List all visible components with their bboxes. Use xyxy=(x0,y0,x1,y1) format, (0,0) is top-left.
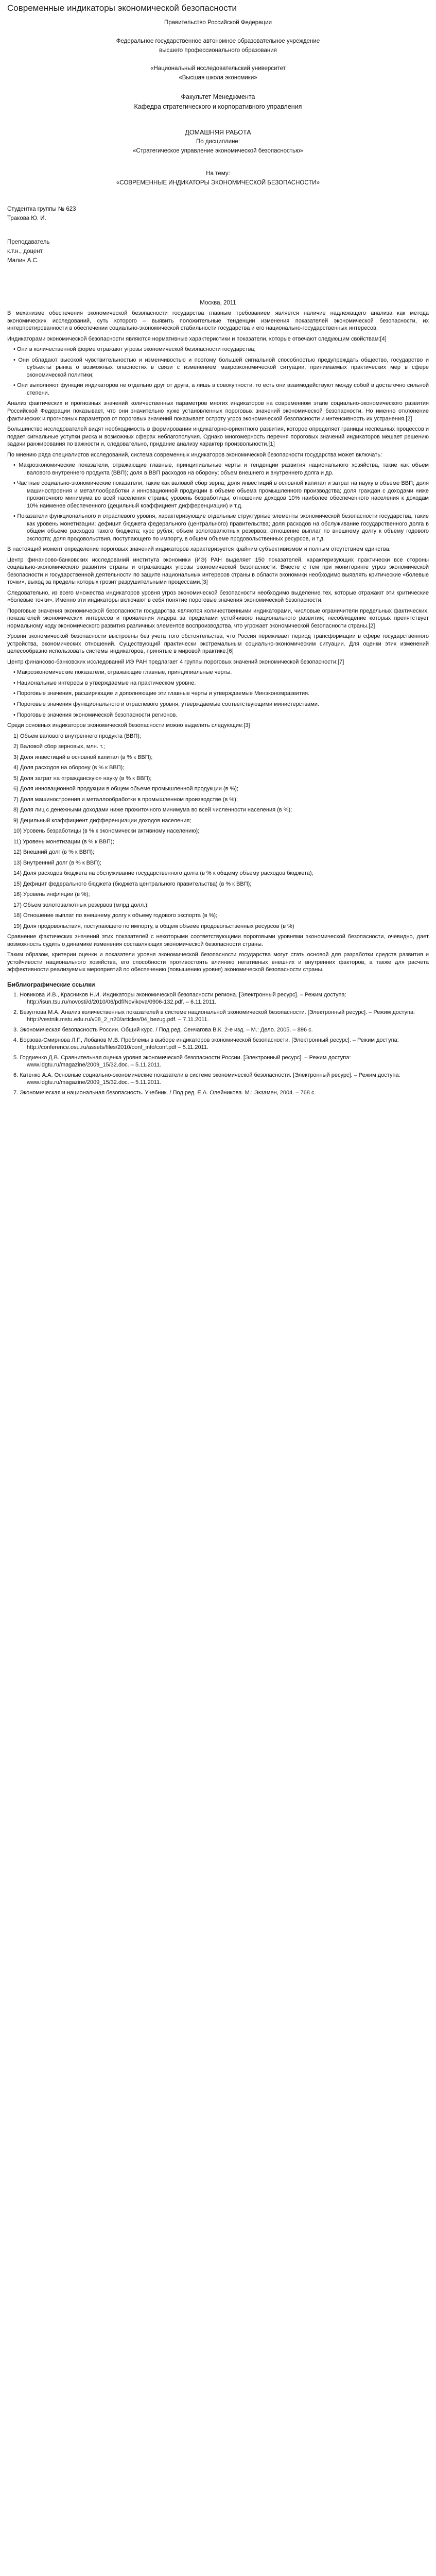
department-name: Кафедра стратегического и корпоративного управления xyxy=(134,103,302,111)
list-item: 11) Уровень монетизации (в % к ВВП); xyxy=(13,838,114,845)
paragraph: Индикаторами экономической безопасности являются нормативные характеристики и показатели, которые отвечают следующим свойствам:[4] xyxy=(7,335,387,342)
list-item: • Макроэкономические показатели, отражающие главные, принципиальные черты. xyxy=(13,669,232,676)
list-item: 10) Уровень безработицы (в % к экономически активному населению); xyxy=(13,828,200,835)
paragraph: Анализ фактических и прогнозных значений количественных параметров многих индикаторов на современном этапе социально-экономического развития Российской Федерации показывает, что они значительно хуже установленных пороговых значений экономической безопасности. Но именно отклонение фактических и прогнозных параметров от пороговых значений показывает остроту угроз экономической безопасности и интенсивность их устранения.[2] xyxy=(7,400,429,422)
bibliography-item: 7. Экономическая и национальная безопасность. Учебник. / Под ред. Е.А. Олейникова. М.: Экзамен, 2004. – 768 с. xyxy=(13,1089,316,1096)
bibliography-list xyxy=(7,991,429,1096)
institution-line-1: Федеральное государственное автономное образовательное учреждение xyxy=(116,38,320,44)
list-item: 13) Внутренний долг (в % к ВВП); xyxy=(13,859,101,866)
list-item: • Пороговые значения функционального и отраслевого уровня, утверждаемые соответствующими министерствами. xyxy=(13,701,319,707)
discipline-name: «Стратегическое управление экономической безопасностью» xyxy=(132,148,304,154)
institution-line-2: высшего профессионального образования xyxy=(159,47,277,54)
bibliography-item: 3. Экономическая безопасность России. Общий курс. / Под ред. Сенчагова В.К. 2-е изд. – М.: Дело. 2005. – 896 с. xyxy=(13,1026,313,1033)
topic-name: «СОВРЕМЕННЫЕ ИНДИКАТОРЫ ЭКОНОМИЧЕСКОЙ БЕЗОПАСНОСТИ» xyxy=(116,179,320,186)
paragraph: Сравнение фактических значений этих показателей с некоторыми соответствующими пороговыми уровнями экономической безопасности, очевидно, дает возможность судить о динамике изменения составляющих экономической безопасности страны. xyxy=(7,934,429,947)
city-year: Москва, 2011 xyxy=(200,299,236,306)
list-item: • Они в количественной форме отражают угрозы экономической безопасности государства; xyxy=(13,346,256,353)
teacher-degree: к.т.н., доцент xyxy=(7,248,43,255)
document-title: Современные индикаторы экономической безопасности xyxy=(7,3,237,13)
paragraph: Среди основных индикаторов экономической безопасности можно выделить следующие:[3] xyxy=(7,722,250,729)
list-item: • Показатели функционального и отраслевого уровня, характеризующие отдельные структурные элементы экономической безопасности государства, такие как уровень монетизации; дефицит бюджета федерального (центрального) правительства; доля расходов на обслуживание государственного долга в общем объеме расходов такого бюджета; курс рубля; объем золотовалютных резервов; отношение выплат по внешнему долгу к объему годового экспорта; доля продовольствия, поступающего по импорту, в общем объеме продовольственных ресурсов, и т.д. xyxy=(13,513,429,542)
list-item: • Пороговые значения, расширяющие и дополняющие эти главные черты и утверждаемые Минэкономразвития. xyxy=(13,690,310,697)
list-item: • Национальные интересы в утверждаемые на практическом уровне. xyxy=(13,680,196,686)
discipline-label: По дисциплине: xyxy=(196,139,240,145)
government-line: Правительство Российской Федерации xyxy=(164,20,272,26)
work-type: ДОМАШНЯЯ РАБОТА xyxy=(185,128,251,136)
bibliography-item[interactable]: 6. Катенко А.А. Основные социально-экономические показатели в системе экономической безопасности. [Электронный ресурс]. – Режим доступа: www.ldgtu.ru/magazine/2009_15/32.doc. – 5.11.2011. xyxy=(13,1072,400,1086)
university-line-1: «Национальный исследовательский университет xyxy=(150,65,286,72)
list-item: 6) Доля инновационной продукции в общем объеме промышленной продукции (в %); xyxy=(13,786,238,792)
list-item: 5) Доля затрат на «гражданскую» науку (в % к ВВП); xyxy=(13,775,152,782)
list-item: • Пороговые значения экономической безопасности регионов. xyxy=(13,711,178,718)
paragraph: Центр финансово-банковских исследований ИЭ РАН предлагает 4 группы пороговых значений экономической безопасности:[7] xyxy=(7,658,344,665)
list-item: • Макроэкономические показатели, отражающие главные, принципиальные черты и тенденции развития национального хозяйства, такие как объем валового внутреннего продукта (ВВП); доля в ВВП расходов на оборону; объем внешнего и внутреннего долга и др. xyxy=(13,462,429,476)
bibliography-item[interactable]: 1. Новикова И.В., Красников Н.И. Индикаторы экономической безопасности региона. [Электронный ресурс]. – Режим доступа: http://isun.tsu.ru/novosti/d/2010/06/pdf/Novikova/0906-132.pdf. – 6.11.2011. xyxy=(13,991,346,1006)
list-item: • Они обладают высокой чувствительностью и изменчивостью и поэтому большей сигнальной способностью предупреждать общество, государство и субъекты рынка о возможных опасностях в связи с изменением макроэкономической ситуации, принимаемых практических мер в сфере экономической политики; xyxy=(13,357,429,378)
paragraph: Большинство исследователей видят необходимость в формировании индикаторно-ориентного развития, которое определяет границы неспешных процессов и подает сигнальные уступки риска и возможных сферах неблагополучия. Однако многомерность перечня пороговых значений индикаторов мешает решению задачи ранжирования по важности и, следовательно, придание анализу характер произвольности.[1] xyxy=(7,426,429,448)
list-item: 2) Валовой сбор зерновых, млн. т.; xyxy=(13,743,105,750)
bibliography-item[interactable]: 5. Гордиенко Д.В. Сравнительная оценка уровня экономической безопасности России. [Электронный ресурс]. – Режим доступа: www.ldgtu.ru/magazine/2009_15/32.doc. – 5.11.2011. xyxy=(13,1054,351,1069)
faculty-name: Факультет Менеджмента xyxy=(181,93,255,101)
list-item: 8) Доля лиц с денежными доходами ниже прожиточного минимума во всей численности населения (в %); xyxy=(13,807,292,814)
bibliography-title: Библиографические ссылки xyxy=(7,980,95,988)
document-page xyxy=(0,0,436,1096)
main-text xyxy=(7,310,429,974)
paragraph: Таким образом, критерии оценки и показатели уровня экономической безопасности государства могут стать основой для разработки средств развития и устойчивости национального хозяйства, его способности противостоять влиянию негативных внешних и внутренних факторов, а также для расчета эффективности реализуемых мероприятий по обеспечению (повышению уровня) экономической безопасности страны. xyxy=(7,952,429,973)
bibliography-item[interactable]: 2. Безуглова М.А. Анализ количественных показателей в системе национальной экономической безопасности. [Электронный ресурс]. – Режим доступа: http://vestnik.mstu.edu.ru/v08_2_n20/articles/04_bezug.pdf. – 7.11.2011. xyxy=(13,1009,415,1023)
list-item: • Частные социально-экономические показатели, такие как валовой сбор зерна; доля инвестиций в основной капитал и затрат на науку в объеме ВВП; доля машиностроения и металлообработки и инновационной продукции в объеме обьема промышленного производства; доля граждан с доходами ниже прожиточного минимума во всей населения страны; уровень безработицы; отношение доходов 10% наиболее обеспеченного населения к доходам 10% наименее обеспеченного (децильный коэффициент дифференциации) и т.д. xyxy=(13,480,429,509)
paragraph: Уровни экономической безопасности выстроены без учета того обстоятельства, что Россия переживает период трансформации в сфере государственного устройства, экономических отношений. Существующий практически экстремальным социально-экономическим ситуации. Для оценки этих изменений целесообразно использовать системы индикаторов, принятые в мировой практике.[6] xyxy=(7,633,429,655)
paragraph: По мнению ряда специалистов исследований, система современных индикаторов экономической безопасности государства может включать: xyxy=(7,451,382,458)
list-item: 4) Доля расходов на оборону (в % к ВВП); xyxy=(13,765,125,771)
list-item: 14) Доля расходов бюджета на обслуживание государственного долга (в % к общему объему расходов бюджета); xyxy=(13,870,313,877)
list-item: 16) Уровень инфляции (в %); xyxy=(13,891,90,898)
list-item: 19) Доля продовольствия, поступающего по импорту, в общем объеме продовольственных ресурсов (в %) xyxy=(13,923,294,929)
bibliography-item[interactable]: 4. Борзова-Смирнова Л.Г., Лобанов М.В. Проблемы в выборе индикаторов экономической безопасности. [Электронный ресурс]. – Режим доступа: http://conference.osu.ru/assets/files/2010/conf_info/conf.pdf – 5.11.2011. xyxy=(13,1037,399,1051)
list-item: 15) Дефицит федерального бюджета (бюджета центрального правительства) (в % к ВВП); xyxy=(13,880,252,887)
teacher-name: Малин А.С. xyxy=(7,257,39,264)
student-group: Студентка группы № 623 xyxy=(7,206,76,213)
paragraph: В механизме обеспечения экономической безопасности государства главным требованием является наличие надлежащего анализа как метода экономических исследований, суть которого – выявить положительные тенденции изменения показателей экономической безопасности, их интерпретированности в обеспечении социально-экономической стабильности государства и его национально-государственных интересов. xyxy=(7,310,429,332)
teacher-label: Преподаватель xyxy=(7,239,50,246)
list-item: 12) Внешний долг (в % к ВВП); xyxy=(13,849,95,856)
paragraph: Следовательно, из всего множества индикаторов уровня угроз экономической безопасности необходимо выделение тех, которые отражают эти критические «болевые точки». Именно эти индикаторы включают в себя понятие пороговые значения экономической безопасности. xyxy=(7,589,429,604)
paragraph: Центр финансово-банковских исследований института экономики (ИЭ) РАН выделяет 150 показателей, характеризующих практически все стороны социально-экономического развития страны и отражающих угрозы экономической безопасности. Вместе с тем при мониторинге угроз экономической безопасности и государственной деятельности по защите национальных интересов страны в области экономики необходимо выявлять критические «болевые точки», выход за пределы которых грозит разрушительными процессами.[3] xyxy=(7,556,429,586)
list-item: 3) Доля инвестиций в основной капитал (в % к ВВП); xyxy=(13,754,153,760)
student-name: Тракова Ю. И. xyxy=(7,215,46,222)
list-item: 9) Децильный коэффициент дифференциации доходов населения; xyxy=(13,817,191,824)
list-item: 18) Отношение выплат по внешнему долгу к объему годового экспорта (в %); xyxy=(13,912,218,919)
university-line-2: «Высшая школа экономики» xyxy=(179,75,257,81)
list-item: 17) Объем золотовалютных резервов (млрд.долл.); xyxy=(13,902,149,908)
title-page xyxy=(7,19,429,308)
list-item: • Они выполняют функции индикаторов не отдельно друг от друга, а лишь в совокупности, то есть они взаимодействуют между собой в достаточно сильной степени. xyxy=(13,382,429,396)
list-item: 1) Объем валового внутреннего продукта (ВВП); xyxy=(13,733,141,739)
topic-label: На тему: xyxy=(206,170,230,177)
paragraph: Пороговые значения экономической безопасности государства являются количественными индикаторами, числовые ограничители предельных фактических, показателей экономических интересов и проявления лидера за пределами устойчивого национального развития; несоблюдение которых препятствует нормальному ходу экономического развития различных элементов воспроизводства, что угрожает экономической безопасности страны.[2] xyxy=(7,607,429,629)
paragraph: В настоящий момент определение пороговых значений индикаторов характеризуется крайним субъективизмом и полным отсутствием единства. xyxy=(7,546,391,553)
list-item: 7) Доля машиностроения и металлообработки в промышленном производстве (в %); xyxy=(13,796,238,803)
